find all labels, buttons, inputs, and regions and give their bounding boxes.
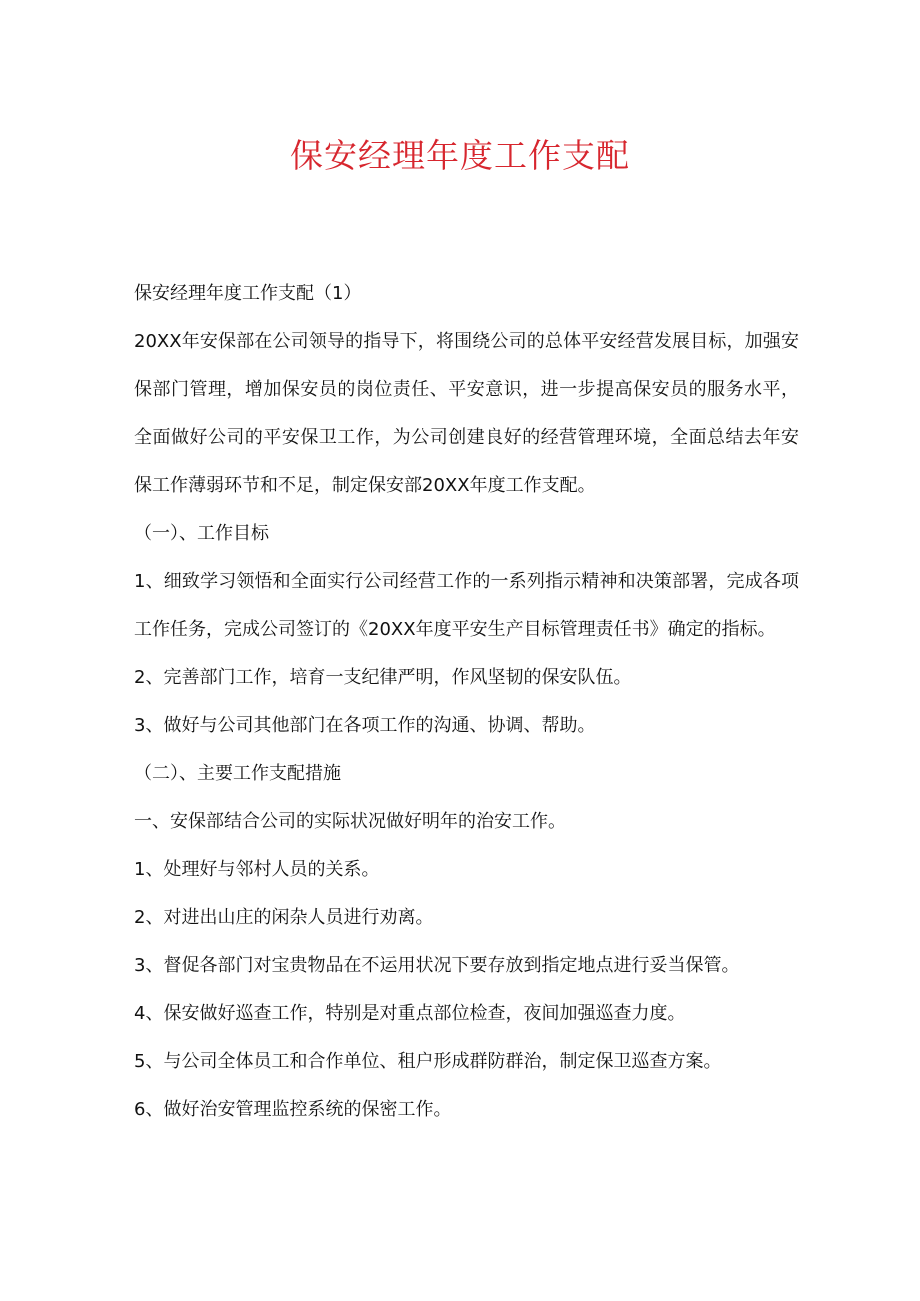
goal-item-2: 2、完善部门工作，培育一支纪律严明，作风坚韧的保安队伍。	[134, 667, 632, 688]
measure-item-1: 1、处理好与邻村人员的关系。	[134, 859, 380, 880]
measure-item-6: 6、做好治安管理监控系统的保密工作。	[134, 1099, 452, 1120]
measure-item-3: 3、督促各部门对宝贵物品在不运用状况下要存放到指定地点进行妥当保管。	[134, 955, 740, 976]
intro-paragraph: 20XX年安保部在公司领导的指导下，将围绕公司的总体平安经营发展目标，加强安保部门管理，增加保安员的岗位责任、平安意识，进一步提高保安员的服务水平，全面做好公司的平安保卫工作，为公司创建良好的经营管理环境，全面总结去年安保工作薄弱环节和不足，制定保安部20XX年度工作支配。	[134, 331, 799, 496]
subsection-heading-goals: （一）、工作目标	[134, 523, 269, 544]
measure-item-5: 5、与公司全体员工和合作单位、租户形成群防群治，制定保卫巡查方案。	[134, 1051, 722, 1072]
subsection-heading-measures: （二）、主要工作支配措施	[134, 763, 341, 784]
document-title: 保安经理年度工作支配	[290, 136, 630, 175]
goal-item-1: 1、细致学习领悟和全面实行公司经营工作的一系列指示精神和决策部署，完成各项工作任务，完成公司签订的《20XX年度平安生产目标管理责任书》确定的指标。	[134, 571, 799, 640]
goal-item-3: 3、做好与公司其他部门在各项工作的沟通、协调、帮助。	[134, 715, 596, 736]
measure-heading-1: 一、安保部结合公司的实际状况做好明年的治安工作。	[134, 811, 566, 832]
section-heading: 保安经理年度工作支配（1）	[134, 283, 362, 304]
measure-item-2: 2、对进出山庄的闲杂人员进行劝离。	[134, 907, 434, 928]
measure-item-4: 4、保安做好巡查工作，特别是对重点部位检查，夜间加强巡查力度。	[134, 1003, 686, 1024]
document-body	[134, 272, 799, 1134]
